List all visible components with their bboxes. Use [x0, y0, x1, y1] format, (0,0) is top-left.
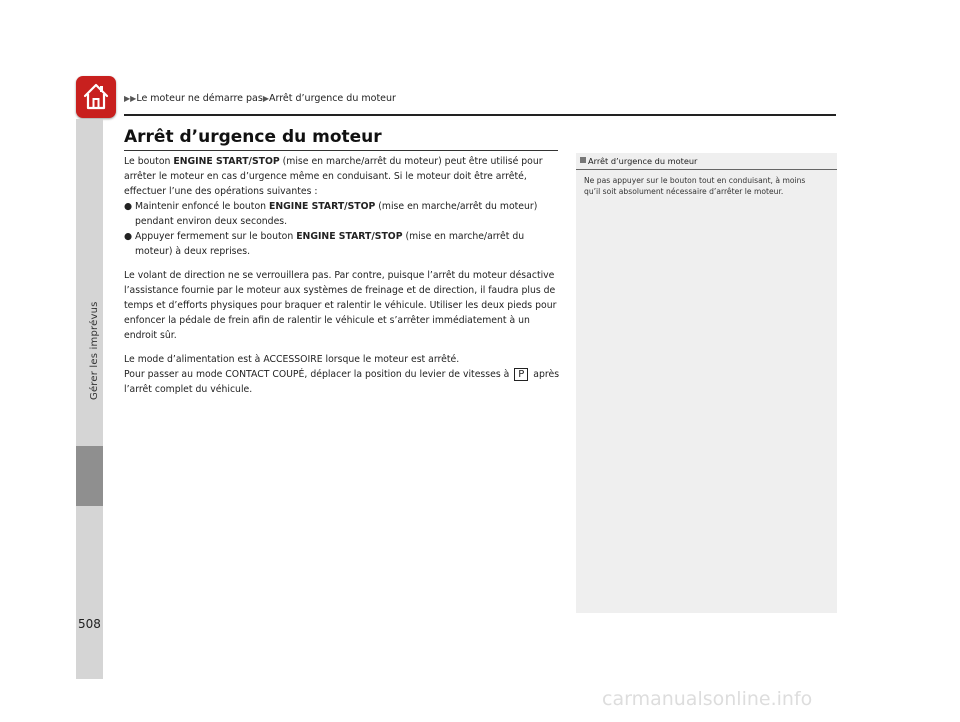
page-title: Arrêt d’urgence du moteur [124, 127, 382, 147]
watermark[interactable]: carmanualsonline.info [602, 688, 813, 710]
side-note-box [576, 153, 837, 613]
steering-paragraph: Le volant de direction ne se verrouillera pas. Par contre, puisque l’arrêt du moteur désactive l’assistance fournie par le moteur aux systèmes de freinage et de direction, il faudra plus de temps et d’efforts physiques pour braquer et ralentir le véhicule. Utiliser les deux pieds pour enfoncer la pédale de frein afin de ralentir le véhicule et s’arrêter immédiatement à un endroit sûr. [124, 270, 557, 341]
engine-button-name: ENGINE START/STOP [173, 156, 280, 167]
title-divider [124, 150, 558, 151]
breadcrumb-item[interactable]: Arrêt d’urgence du moteur [268, 93, 396, 104]
home-button[interactable] [76, 76, 116, 118]
gear-paragraph: Pour passer au mode CONTACT COUPÉ, déplacer la position du levier de vitesses à P après l’arrêt complet du véhicule. [124, 369, 560, 395]
side-note-title[interactable]: Arrêt d’urgence du moteur [580, 156, 697, 166]
list-item: ● Maintenir enfoncé le bouton ENGINE START/STOP (mise en marche/arrêt du moteur) pendant environ deux secondes. [124, 201, 538, 227]
breadcrumb-arrow-icon: ▶ [262, 94, 269, 103]
list-item: ● Appuyer fermement sur le bouton ENGINE START/STOP (mise en marche/arrêt du moteur) à deux reprises. [124, 231, 525, 257]
power-mode-paragraph: Le mode d’alimentation est à ACCESSOIRE lorsque le moteur est arrêté. [124, 354, 460, 365]
note-marker-icon [580, 157, 586, 163]
page-number: 508 [78, 617, 101, 631]
sidebar-active-marker [76, 446, 103, 506]
intro-paragraph: Le bouton ENGINE START/STOP (mise en marche/arrêt du moteur) peut être utilisé pour arrêter le moteur en cas d’urgence même en conduisant. Si le moteur doit être arrêté, effectuer l’une des opérations suivantes : [124, 156, 543, 197]
main-content [124, 154, 560, 397]
home-icon [82, 82, 110, 112]
header-divider [124, 114, 836, 116]
bullet-icon: ● [124, 231, 133, 242]
side-note-divider [576, 169, 837, 170]
side-note-body: Ne pas appuyer sur le bouton tout en conduisant, à moins qu’il soit absolument nécessaire d’arrêter le moteur. [584, 176, 806, 196]
breadcrumb-arrow-icon: ▶▶ [124, 94, 137, 103]
breadcrumb [124, 93, 396, 104]
sidebar-section-label[interactable]: Gérer les imprévus [89, 301, 100, 400]
breadcrumb-item[interactable]: Le moteur ne démarre pas [136, 93, 263, 104]
gear-p-key: P [514, 368, 528, 381]
bullet-icon: ● [124, 201, 133, 212]
